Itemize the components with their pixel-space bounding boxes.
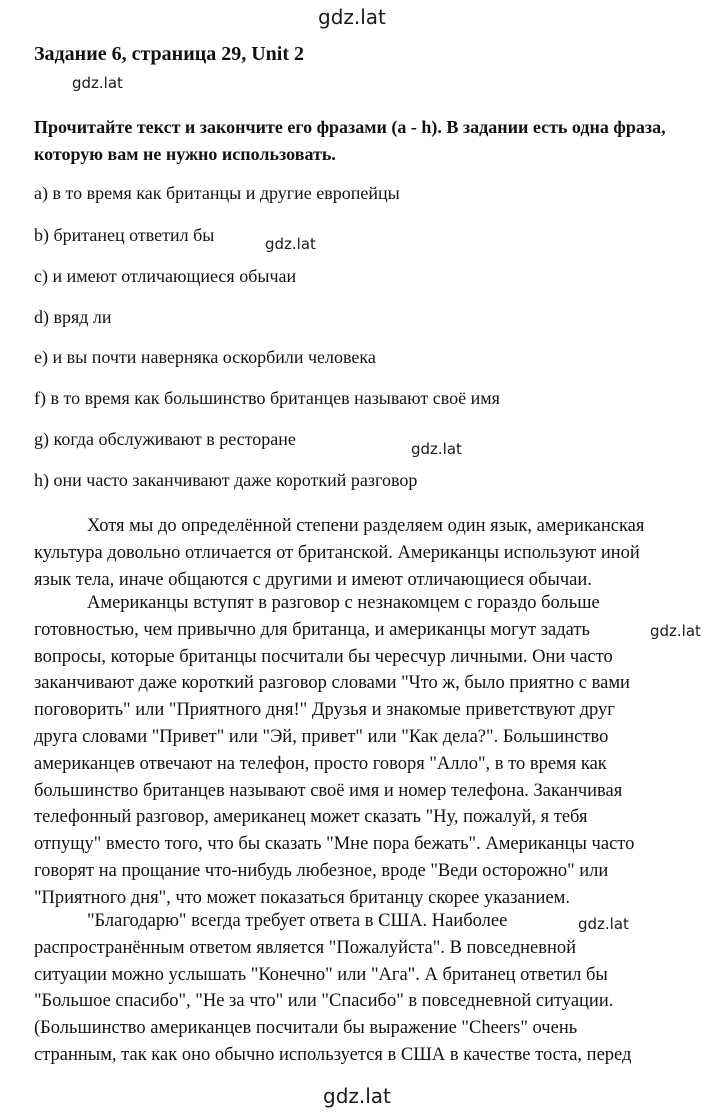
text-line: "Большое спасибо", "Не за что" или "Спасибо" в повседневной ситуации. [34, 991, 614, 1012]
text-paragraph [34, 590, 634, 912]
watermark: gdz.lat [72, 74, 123, 92]
text-line: большинство британцев называют своё имя и номер телефона. Заканчивая [34, 780, 623, 801]
option-item: h) они часто заканчивают даже короткий разговор [34, 470, 418, 490]
text-line: "Благодарю" всегда требует ответа в США. Наиболее [87, 911, 508, 931]
text-line: поговорить" или "Приятного дня!" Друзья и знакомые приветствуют друг [34, 700, 615, 721]
watermark: gdz.lat [578, 915, 629, 933]
text-paragraph [34, 908, 631, 1069]
text-line: Американцы вступят в разговор с незнакомцем с гораздо больше [87, 593, 600, 613]
text-line: отпущу" вместо того, что бы сказать "Мне пора бежать". Американцы часто [34, 834, 635, 855]
text-line: "Приятного дня", что может показаться британцу скорее указанием. [34, 887, 570, 908]
option-item: e) и вы почти наверняка оскорбили человека [34, 347, 376, 367]
text-paragraph [34, 513, 644, 593]
text-line: ситуации можно услышать "Конечно" или "Ага". А британец ответил бы [34, 964, 608, 985]
text-line: друга словами "Привет" или "Эй, привет" или "Как дела?". Большинство [34, 726, 609, 747]
option-item: c) и имеют отличающиеся обычаи [34, 266, 297, 286]
option-item: d) вряд ли [34, 307, 112, 327]
text-line: язык тела, иначе общаются с другими и имеют отличающиеся обычаи. [34, 569, 592, 590]
task-instruction: Прочитайте текст и закончите его фразами (a - h). В задании есть одна фраза, которую вам не нужно использовать. [34, 117, 666, 164]
text-line: телефонный разговор, американец может сказать "Ну, пожалуй, я тебя [34, 807, 588, 828]
option-item: f) в то время как большинство британцев называют своё имя [34, 388, 500, 408]
option-item: b) британец ответил бы [34, 225, 215, 245]
text-line: американцев отвечают на телефон, просто говоря "Алло", в то время как [34, 753, 607, 774]
text-line: готовностью, чем привычно для британца, и американцы могут задать [34, 619, 590, 640]
watermark-bottom: gdz.lat [323, 1084, 391, 1108]
text-line: заканчивают даже короткий разговор словами "Что ж, было приятно с вами [34, 673, 630, 694]
text-line: (Большинство американцев посчитали бы выражение "Cheers" очень [34, 1018, 578, 1039]
option-item: a) в то время как британцы и другие европейцы [34, 183, 400, 203]
text-line: вопросы, которые британцы посчитали бы чересчур личными. Они часто [34, 646, 613, 667]
text-line: говорят на прощание что-нибудь любезное, вроде "Веди осторожно" или [34, 860, 609, 881]
page-title: Задание 6, страница 29, Unit 2 [34, 43, 305, 65]
watermark: gdz.lat [265, 235, 316, 253]
text-line: Хотя мы до определённой степени разделяем один язык, американская [87, 516, 645, 536]
watermark: gdz.lat [411, 440, 462, 458]
text-line: странным, так как оно обычно используется в США в качестве тоста, перед [34, 1044, 632, 1065]
text-line: культура довольно отличается от британской. Американцы используют иной [34, 542, 640, 563]
option-item: g) когда обслуживают в ресторане [34, 429, 296, 449]
watermark: gdz.lat [650, 622, 701, 640]
text-line: распространённым ответом является "Пожалуйста". В повседневной [34, 937, 577, 958]
watermark-top: gdz.lat [318, 5, 386, 29]
